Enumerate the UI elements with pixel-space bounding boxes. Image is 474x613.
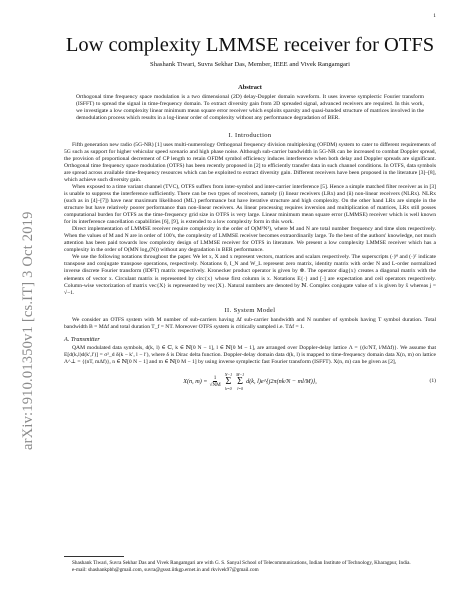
section-heading-introduction: I. Introduction xyxy=(228,131,272,139)
transmitter-paragraph: QAM modulated data symbols, d(k, l) ∈ ℂ, k ∈ ℕ[0 N − 1], l ∈ ℕ[0 M − 1], are arranged over Doppler-delay lattice Λ = {(k/NT, l/MΔf)}. We assume that E[d(k,l)d(k′,l′)] = σ²_d δ(k − k′, l − l′), where δ is Dirac delta function. Doppler-delay domain data d(k, l) is mapped to time-frequency domain data X(n, m) on lattice Λ^⊥ = {(nT, mΔf)}, n ∈ ℕ[0 N − 1] and m ∈ ℕ[0 M − 1] by using inverse symplectic fast Fourier transform (ISFFT). X(n, m) can be given as [2], xyxy=(64,344,436,365)
arxiv-stamp: arXiv:1910.01350v1 [cs.IT] 3 Oct 2019 xyxy=(20,211,36,450)
intro-paragraph-4: We use the following notations throughout the paper. We let x, X and x represent vectors, matrices and scalars respectively. The superscripts (·)ᴴ and (·)ᵀ indicate transpose and conjugate transpose operations, respectively. Notations 0, I_N and W_L represent zero matrix, identity matrix with order N and L-order normalized inverse discrete Fourier transform (IDFT) matrix respectively. Kronecker product operator is given by ⊗. The operator diag{x} creates a diagonal matrix with the elements of vector x. Circulant matrix is represented by circ{x} whose first column is x. Notations E{·} and [·] are expectation and ceil operators respectively. Column-wise vectorization of matrix vec{X} is represented by vec{X}. Natural numbers are denoted by ℕ. Complex conjugate value of x is given by x̄ whereas j = √−1. xyxy=(64,254,436,296)
abstract-text: Orthogonal time frequency space modulation is a two dimensional (2D) delay-Doppler domain waveform. It uses inverse symplectic Fourier transform (ISFFT) to spread the signal in time-frequency domain. To extract diversity gain from 2D spreaded signal, advanced receivers are required. In this work, we investigate a low complexity linear minimum mean square error receiver which exploits sparsity and quasi-banded structure of matrices involved in the demodulation process which results in a log-linear order of complexity without any performance degradation of BER. xyxy=(76,94,424,121)
paper-title: Low complexity LMMSE receiver for OTFS xyxy=(65,34,435,56)
sigma-icon: Σ xyxy=(225,375,232,387)
footnote-email: e-mail: shashankpbh@gmail.com, suvra@gssst.iitkgp.ernet.in and rkvivek97@gmail.com xyxy=(72,566,259,573)
footnote-rule xyxy=(64,556,124,557)
summation-k-lower: k=0 xyxy=(225,385,232,391)
section-heading-system-model: II. System Model xyxy=(224,306,276,314)
summation-l xyxy=(236,372,244,391)
sigma-icon: Σ xyxy=(237,375,243,387)
main-column xyxy=(64,34,436,401)
summation-k xyxy=(225,372,232,391)
author-line: Shashank Tiwari, Suvra Sekhar Das, Member, IEEE and Vivek Rangamgari xyxy=(150,61,350,68)
summation-k-upper: N−1 xyxy=(224,371,233,377)
equation-lhs: X(n, m) = xyxy=(183,377,208,385)
summation-l-lower: l=0 xyxy=(237,385,243,391)
footnote-affiliation: Shashank Tiwari, Suvra Sekhar Das and Vivek Rangamgari are with G. S. Sanyal School of Telecommunications, Indian Institute of Technology, Kharagpur, India. xyxy=(72,560,411,566)
equation-number: (1) xyxy=(429,378,436,385)
intro-paragraph-2: When exposed to a time variant channel (TVC), OTFS suffers from inter-symbol and inter-carrier interference [5]. Hence a simple matched filter receiver as in [3] is unable to suppress the interference sufficiently. There can be two types of receivers, namely (i) linear receivers (LRx) and (ii) non-linear receivers (NLRx). NLRx (such as in [4]–[7]) have near maximum likelihood (ML) performance but have iterative structure and high complexity. On the other hand LRx are simple in the structure but have relatively poorer performance than non-linear receivers. As linear processing requires inversion and multiplication of matrices, LRx still posses computational burden for OTFS as the time-frequency grid size in OTFS is very large. Linear minimum mean square error (LMMSE) receiver which is well known for its interference cancellation capabilities [6], [9], is extended to a low complexity form in this work. xyxy=(64,183,436,226)
fraction-numerator: 1 xyxy=(213,374,217,381)
fraction-denominator: √NM xyxy=(209,381,221,388)
abstract-heading: Abstract xyxy=(238,84,262,91)
intro-paragraph-1: Fifth generation new radio (5G-NR) [1] uses multi-numerology Orthogonal frequency division multiplexing (OFDM) system to cater to different requirements of 5G such as support for higher vehicular speed scenario and high phase noise. Although sub-carrier bandwidth in 5G-NR can be increased to combat Doppler spread, the provision of proportional decrement of CP length to retain OFDM symbol efficiency induces interference when both delay and Doppler spreads are significant. Orthogonal time frequency space modulation (OTFS) has been recently proposed in [2] to efficiently transfer data in such channel conditions. In OTFS, data symbols are spread across available time-frequency resources which can be exploited to extract diversity gain. Different receivers have been proposed in the literature [3]–[8], which achieve such diversity gain. xyxy=(64,141,436,183)
equation-1 xyxy=(64,372,436,391)
footnote xyxy=(64,556,436,573)
equation-rhs: d(k, l)e^{j2π(nk/N − ml/M)}, xyxy=(246,377,317,385)
equation-fraction xyxy=(209,375,220,388)
system-model-paragraph: We consider an OTFS system with M number of sub-carriers having Δf sub-carrier bandwidth and N number of symbols having T symbol duration. Total bandwidth B = MΔf and total duration T_f = NT. Moreover OTFS system is critically sampled i.e. TΔf = 1. xyxy=(64,316,436,330)
summation-l-upper: M−1 xyxy=(236,371,245,377)
subsection-heading-transmitter: A. Transmitter xyxy=(64,335,100,343)
page-number: 1 xyxy=(433,13,436,19)
intro-paragraph-3: Direct implementation of LMMSE receiver require complexity in the order of O(M³N³), where M and N are total number frequency and time slots respectively. When the values of M and N are in order of 100's, the complexity of LMMSE receiver becomes extraordinarily large. To the best of the authors' knowledge, not much attention has been paid towards low complexity design of LMMSE receiver for OTFS in literature. We present a low complexity LMMSE receiver which has a complexity in the order of O(MN log₂(N)) without any degradation in BER performance. xyxy=(64,226,436,254)
